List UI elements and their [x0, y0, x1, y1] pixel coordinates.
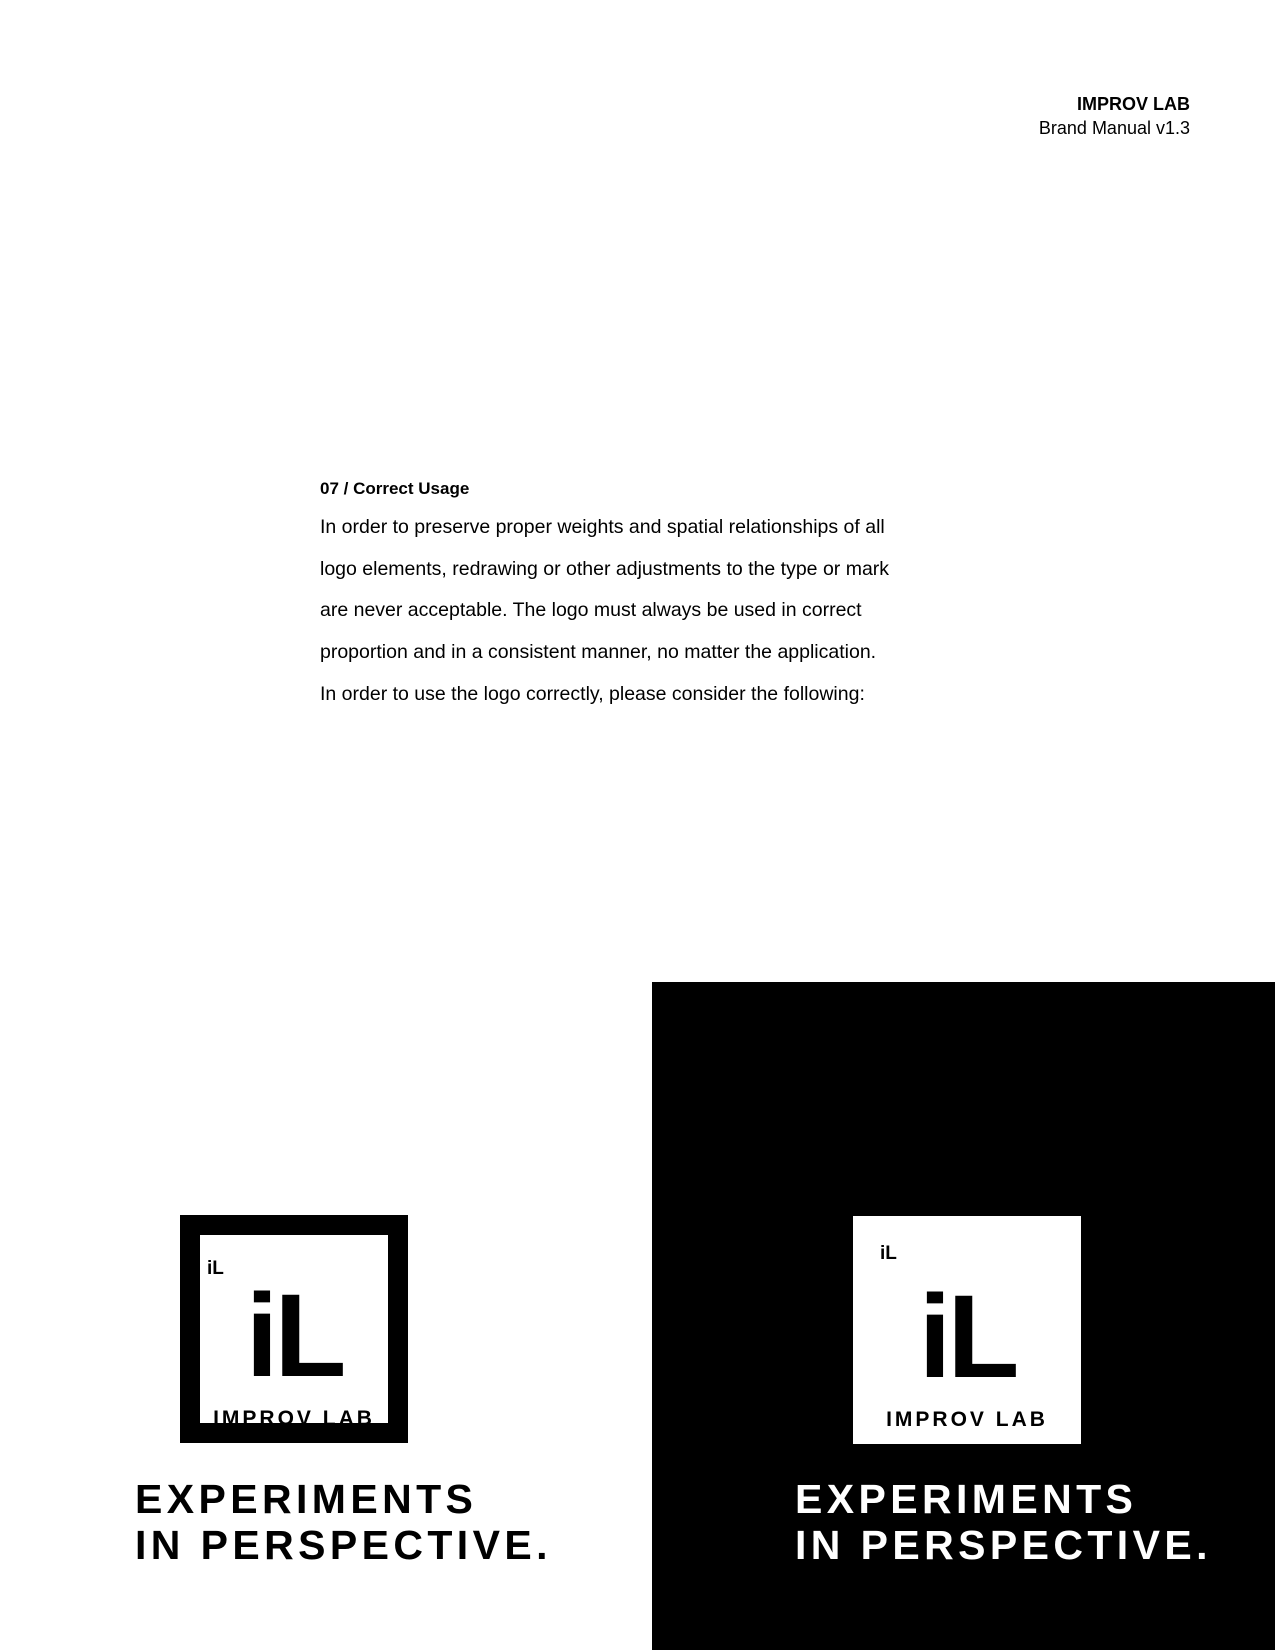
logo-big-mark: iL — [245, 1270, 343, 1402]
body-line: In order to preserve proper weights and spatial relationships of all — [320, 516, 885, 538]
correct-usage-section — [320, 477, 980, 716]
logo-small-mark: iL — [880, 1243, 897, 1264]
header-subtitle: Brand Manual v1.3 — [1038, 118, 1190, 138]
tagline-line-2: IN PERSPECTIVE. — [795, 1522, 1212, 1568]
logo-small-mark: iL — [207, 1258, 224, 1279]
header-brand: IMPROV LAB — [1076, 94, 1190, 114]
tagline-dark — [795, 1476, 1212, 1568]
body-line: logo elements, redrawing or other adjustments to the type or mark — [320, 557, 890, 580]
tagline-line-1: EXPERIMENTS — [795, 1476, 1138, 1522]
logo-wordmark: IMPROV LAB — [886, 1408, 1048, 1431]
logo-light-version — [180, 1215, 408, 1443]
logo-big-mark: iL — [918, 1271, 1016, 1403]
section-heading: 07 / Correct Usage — [320, 479, 470, 498]
body-line: In order to use the logo correctly, please consider the following: — [320, 682, 865, 705]
body-line: proportion and in a consistent manner, no matter the application. — [320, 641, 877, 664]
logo-wordmark: IMPROV LAB — [213, 1407, 375, 1430]
body-line: are never acceptable. The logo must always be used in correct — [320, 599, 862, 622]
tagline-line-2: IN PERSPECTIVE. — [135, 1522, 552, 1568]
page-header — [1039, 92, 1190, 140]
logo-dark-version — [853, 1216, 1081, 1444]
tagline-line-1: EXPERIMENTS — [135, 1476, 478, 1522]
tagline-light — [135, 1476, 552, 1568]
